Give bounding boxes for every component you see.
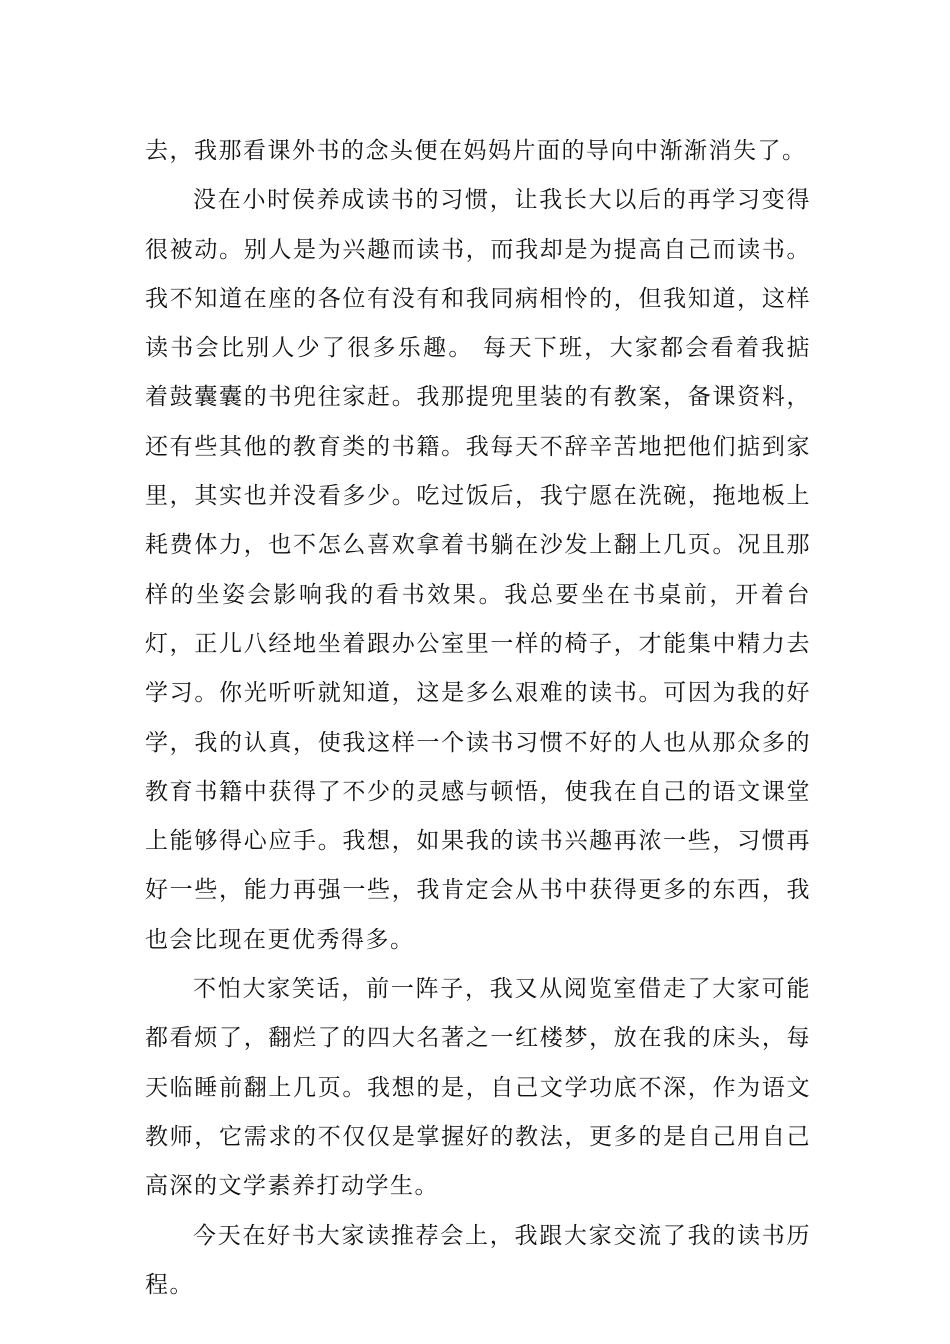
document-body: [145, 127, 811, 1310]
paragraph-reading-habits: 没在小时侯养成读书的习惯，让我长大以后的再学习变得很被动。别人是为兴趣而读书，而我却是为提高自己而读书。我不知道在座的各位有没有和我同病相怜的，但我知道，这样读书会比别人少了很多乐趣。 每天下班，大家都会看着我掂着鼓囊囊的书兜往家赶。我那提兜里装的有教案，备课资料，还有些其他的教育类的书籍。我每天不辞辛苦地把他们掂到家里，其实也并没看多少。吃过饭后，我宁愿在洗碗，拖地板上耗费体力，也不怎么喜欢拿着书躺在沙发上翻上几页。况且那样的坐姿会影响我的看书效果。我总要坐在书桌前，开着台灯，正儿八经地坐着跟办公室里一样的椅子，才能集中精力去学习。你光听听就知道，这是多么艰难的读书。可因为我的好学，我的认真，使我这样一个读书习惯不好的人也从那众多的教育书籍中获得了不少的灵感与顿悟，使我在自己的语文课堂上能够得心应手。我想，如果我的读书兴趣再浓一些，习惯再好一些，能力再强一些，我肯定会从书中获得更多的东西，我也会比现在更优秀得多。: [145, 187, 811, 953]
paragraph-conclusion: 今天在好书大家读推荐会上，我跟大家交流了我的读书历程。: [145, 1222, 811, 1298]
paragraph-continuation: 去，我那看课外书的念头便在妈妈片面的导向中渐渐消失了。: [145, 138, 807, 164]
paragraph-red-chamber: 不怕大家笑话，前一阵子，我又从阅览室借走了大家可能都看烦了，翻烂了的四大名著之一红楼梦，放在我的床头，每天临睡前翻上几页。我想的是，自己文学功底不深，作为语文教师，它需求的不仅仅是掌握好的教法，更多的是自己用自己高深的文学素养打动学生。: [145, 976, 811, 1200]
